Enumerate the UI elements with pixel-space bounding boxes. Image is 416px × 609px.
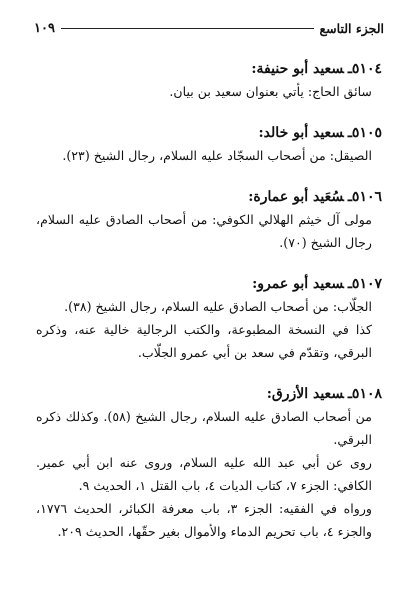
- entry-number: ٥١٠٧ـ: [347, 276, 382, 292]
- entry-paragraph: الجلّاب: من أصحاب الصادق عليه السلام، رجال الشيخ (٣٨).: [64, 299, 372, 314]
- entry-5107: [36, 273, 382, 364]
- entry-paragraph: روى عن أبي عبد الله عليه السلام، وروى عنه ابن أبي عمير. الكافي: الجزء ٧، كتاب الديات ٤، باب القتل ١، الحديث ٩.: [36, 455, 372, 493]
- entry-title: [36, 122, 382, 144]
- entry-title: [36, 186, 382, 208]
- entry-5106: [36, 186, 382, 254]
- running-head: الجزء التاسع: [319, 20, 384, 36]
- entry-5108: [36, 383, 382, 543]
- page-header: [34, 16, 384, 40]
- entry-title: [36, 383, 382, 405]
- entry-number: ٥١٠٦ـ: [347, 189, 382, 205]
- header-rule: [61, 28, 314, 29]
- entry-title: [36, 58, 382, 80]
- entry-5105: [36, 122, 382, 167]
- entry-name: سعيد الأزرق:: [266, 386, 344, 402]
- entry-paragraph: الصيقل: من أصحاب السجّاد عليه السلام، رجال الشيخ (٢٣).: [62, 148, 372, 163]
- entry-paragraph: ورواه في الفقيه: الجزء ٣، باب معرفة الكبائر، الحديث ١٧٧٦، والجزء ٤، باب تحريم الدماء والأموال بغير حقّها، الحديث ٢٠٩.: [36, 501, 372, 539]
- entry-name: سُعَيد أبو عمارة:: [248, 189, 344, 205]
- entry-number: ٥١٠٥ـ: [347, 125, 382, 141]
- entry-number: ٥١٠٨ـ: [347, 386, 382, 402]
- entry-name: سعيد أبو عمرو:: [252, 276, 344, 292]
- entry-paragraph: من أصحاب الصادق عليه السلام، رجال الشيخ (٥٨). وكذلك ذكره البرقي.: [36, 409, 373, 447]
- page-number: ١٠٩: [34, 20, 55, 36]
- entry-5104: [36, 58, 382, 103]
- page-content: [36, 58, 382, 543]
- entry-paragraph: مولى آل خيثم الهلالي الكوفي: من أصحاب الصادق عليه السلام، رجال الشيخ (٧٠).: [36, 212, 372, 250]
- entry-paragraph: كذا في النسخة المطبوعة، والكتب الرجالية خالية عنه، وذكره البرقي، وتقدّم في سعد بن أبي عمرو الجلّاب.: [36, 322, 372, 360]
- entry-number: ٥١٠٤ـ: [347, 61, 382, 77]
- entry-name: سعيد أبو خالد:: [258, 125, 344, 141]
- entry-paragraph: سائق الحاج: يأتي بعنوان سعيد بن بيان.: [169, 84, 372, 99]
- entry-title: [36, 273, 382, 295]
- entry-name: سعيد أبو حنيفة:: [251, 61, 344, 77]
